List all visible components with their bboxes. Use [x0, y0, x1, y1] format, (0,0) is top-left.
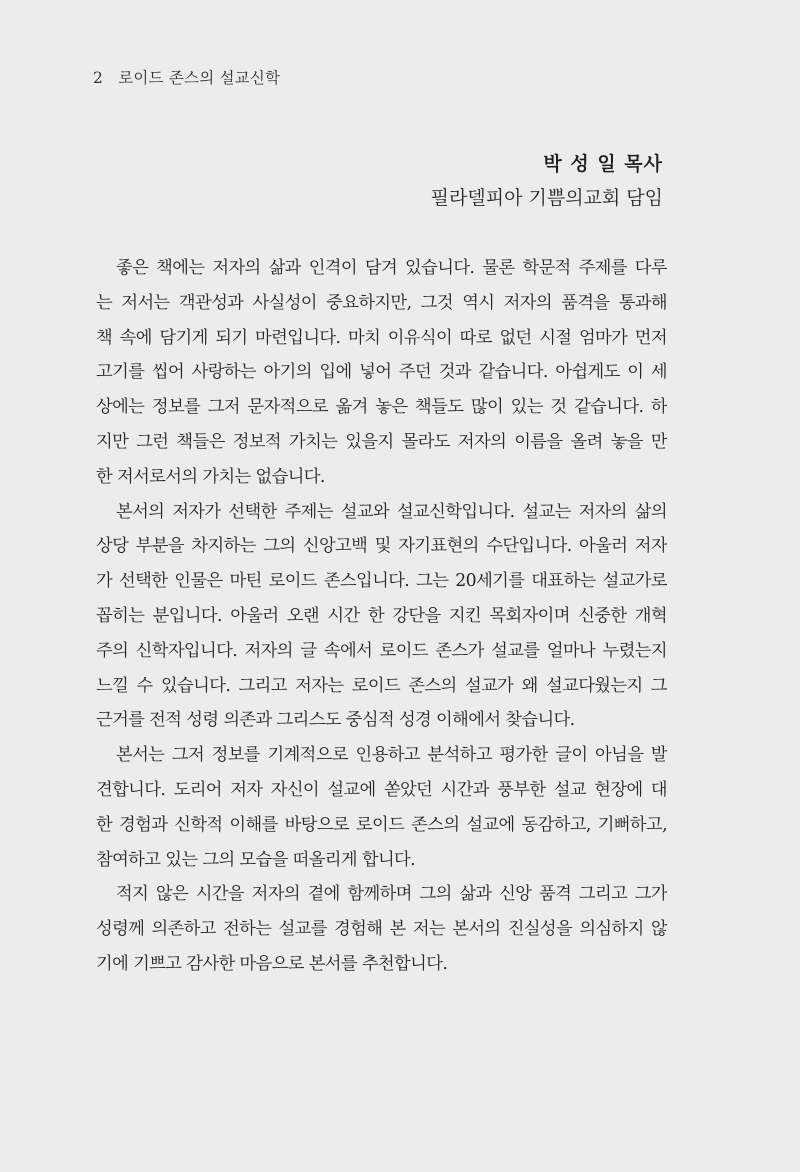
text-line: 근거를 전적 성령 의존과 그리스도 중심적 성경 이해에서 찾습니다.	[96, 710, 575, 731]
text-line: 한 경험과 신학적 이해를 바탕으로 로이드 존스의 설교에 동감하고, 기뻐하고,	[96, 814, 667, 835]
text-line: 기에 기쁘고 감사한 마음으로 본서를 추천합니다.	[96, 953, 448, 974]
text-line: 좋은 책에는 저자의 삶과 인격이 담겨 있습니다. 물론 학문적 주제를 다루	[116, 258, 667, 278]
page-number: 2	[93, 69, 104, 87]
text-line: 지만 그런 책들은 정보적 가치는 있을지 몰라도 저자의 이름을 올려 놓을 만	[96, 431, 667, 452]
book-title: 로이드 존스의 설교신학	[118, 69, 281, 87]
author-name: 박 성 일 목사	[543, 153, 663, 175]
text-line: 상당 부분을 차지하는 그의 신앙고백 및 자기표현의 수단입니다. 아울러 저자	[96, 536, 667, 557]
running-header	[93, 66, 280, 88]
text-line: 적지 않은 시간을 저자의 곁에 함께하며 그의 삶과 신앙 품격 그리고 그가	[116, 884, 667, 905]
text-line: 고기를 씹어 사랑하는 아기의 입에 넣어 주던 것과 같습니다. 아쉽게도 이 세	[96, 362, 667, 383]
text-line: 견합니다. 도리어 저자 자신이 설교에 쏟았던 시간과 풍부한 설교 현장에 대	[96, 779, 667, 800]
text-line: 가 선택한 인물은 마틴 로이드 존스입니다. 그는 20세기를 대표하는 설교가로	[96, 571, 667, 592]
author-block	[431, 151, 663, 211]
text-line: 책 속에 담기게 되기 마련입니다. 마치 이유식이 따로 없던 시절 엄마가 먼저	[96, 327, 667, 348]
text-line: 참여하고 있는 그의 모습을 떠올리게 합니다.	[96, 849, 416, 870]
text-line: 본서의 저자가 선택한 주제는 설교와 설교신학입니다. 설교는 저자의 삶의	[116, 501, 667, 522]
text-line: 느낄 수 있습니다. 그리고 저자는 로이드 존스의 설교가 왜 설교다웠는지 그	[96, 675, 667, 696]
text-line: 주의 신학자입니다. 저자의 글 속에서 로이드 존스가 설교를 얼마나 누렸는지	[96, 640, 667, 661]
text-line: 상에는 정보를 그저 문자적으로 옮겨 놓은 책들도 많이 있는 것 같습니다. 하	[96, 397, 667, 418]
text-line: 한 저서로서의 가치는 없습니다.	[96, 466, 325, 487]
text-line: 본서는 그저 정보를 기계적으로 인용하고 분석하고 평가한 글이 아님을 발	[116, 745, 667, 766]
author-role: 필라델피아 기쁨의교회 담임	[430, 187, 663, 209]
text-line: 꼽히는 분입니다. 아울러 오랜 시간 한 강단을 지킨 목회자이며 신중한 개혁	[96, 605, 667, 626]
text-line: 성령께 의존하고 전하는 설교를 경험해 본 저는 본서의 진실성을 의심하지 않	[96, 919, 667, 940]
body-text	[96, 251, 667, 982]
text-line: 는 저서는 객관성과 사실성이 중요하지만, 그것 역시 저자의 품격을 통과해	[96, 292, 667, 313]
